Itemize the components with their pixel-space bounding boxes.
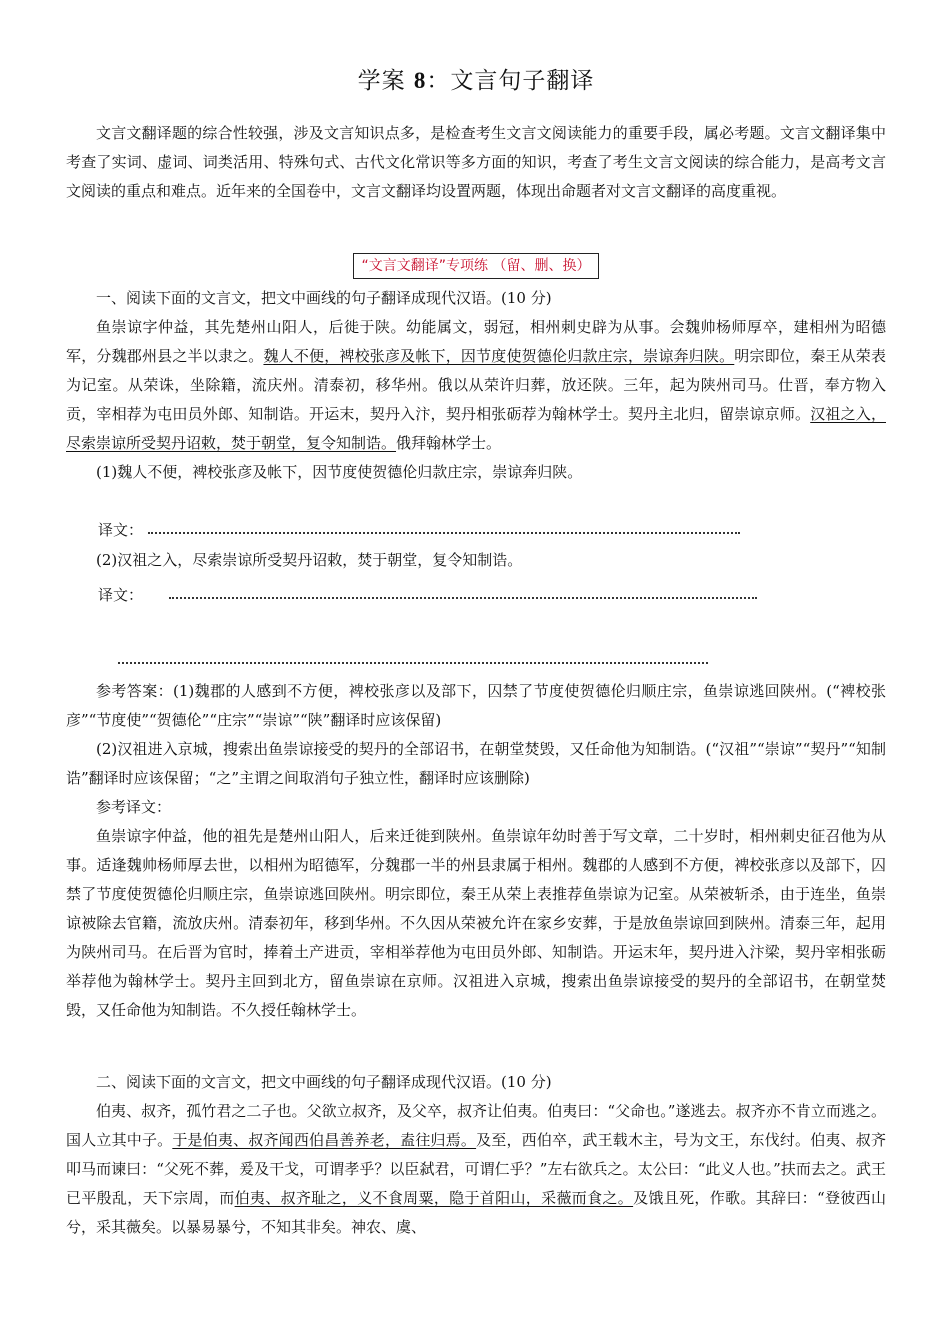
q2-passage: 伯夷、叔齐，孤竹君之二子也。父欲立叔齐，及父卒，叔齐让伯夷。伯夷曰：“父命也。”遂逃去。叔齐亦不肯立而逃之。国人立其中子。于是伯夷、叔齐闻西伯昌善养老，盍往归焉。及至，西伯卒，武王载木主，号为文王，东伐纣。伯夷、叔齐叩马而谏曰：“父死不葬，爰及干戈，可谓孝乎？以臣弑君，可谓仁乎？”左右欲兵之。太公曰：“此义人也。”扶而去之。武王已平殷乱，天下宗周，而伯夷、叔齐耻之，义不食周粟，隐于首阳山，采薇而食之。及饿且死，作歌。其辞曰：“登彼西山兮，采其薇矣。以暴易暴兮，不知其非矣。神农、虞、 [66, 1102, 886, 1236]
q1-passage: 鱼崇谅字仲益，其先楚州山阳人，后徙于陕。幼能属文，弱冠，相州刺史辟为从事。会魏帅杨师厚卒，建相州为昭德军，分魏郡州县之半以隶之。魏人不便，裨校张彦及帐下，因节度使贺德伦归款庄宗，崇谅奔归陕。明宗即位，秦王从荣表为记室。从荣诛，坐除籍，流庆州。清泰初，移华州。俄以从荣许归葬，放还陕。三年，起为陕州司马。仕晋，奉方物入贡，宰相荐为屯田员外郎、知制诰。开运末，契丹入汴，契丹相张砺荐为翰林学士。契丹主北归，留崇谅京师。汉祖之入，尽索崇谅所受契丹诏敕，焚于朝堂，复令知制诰。俄拜翰林学士。 [66, 318, 886, 452]
q2-underline-1: 于是伯夷、叔齐闻西伯昌善养老，盍往归焉。 [172, 1131, 477, 1149]
answer-line-2[interactable] [169, 597, 757, 599]
q1-answer-1: 参考答案：(1)魏郡的人感到不方便，裨校张彦以及部下，囚禁了节度使贺德伦归顺庄宗，鱼崇谅逃回陕州。(“裨校张彦”“节度使”“贺德伦”“庄宗”“崇谅”“陕”翻译时应该保留) [66, 682, 886, 729]
title-suffix: ：文言句子翻译 [426, 68, 595, 94]
intro-section [66, 119, 886, 206]
q1-sentence-2: (2)汉祖之入，尽索崇谅所受契丹诏敕，焚于朝堂，复令知制诰。 [96, 551, 523, 569]
q1-heading: 一、阅读下面的文言文，把文中画线的句子翻译成现代汉语。(10 分) [96, 289, 552, 307]
q2-underline-2: 伯夷、叔齐耻之，义不食周粟，隐于首阳山，采薇而食之。 [234, 1189, 634, 1207]
title-prefix: 学案 [357, 68, 406, 94]
q1-sentence-1: (1)魏人不便，裨校张彦及帐下，因节度使贺德伦归款庄宗，崇谅奔归陕。 [96, 463, 583, 481]
q1-sentence-2-wrap [66, 546, 886, 575]
translation-label-2: 译文： [98, 586, 144, 604]
q2-heading: 二、阅读下面的文言文，把文中画线的句子翻译成现代汉语。(10 分) [96, 1073, 552, 1091]
question-1 [66, 284, 886, 487]
page-title [66, 62, 886, 95]
q1-underline-1: 魏人不便，裨校张彦及帐下，因节度使贺德伦归款庄宗，崇谅奔归陕。 [263, 347, 735, 365]
practice-box-label: “文言文翻译”专项练 （留、删、换） [353, 253, 600, 279]
q1-answers [66, 677, 886, 1025]
answer-line-1[interactable] [148, 532, 740, 534]
q1-reference-title: 参考译文： [96, 798, 172, 816]
question-2 [66, 1068, 886, 1242]
q1-answer-2: (2)汉祖进入京城，搜索出鱼崇谅接受的契丹的全部诏书，在朝堂焚毁，又任命他为知制诰。(“汉祖”“崇谅”“契丹”“知制诰”翻译时应该保留；“之”主谓之间取消句子独立性，翻译时应该删除) [66, 740, 886, 787]
q1-underline-2: 汉祖之入，尽索崇谅所受契丹诏敕，焚于朝堂，复令知制诰。 [66, 405, 886, 452]
practice-box-wrap [66, 253, 886, 279]
title-number: 8 [413, 68, 427, 93]
q1-reference-text: 鱼崇谅字仲益，他的祖先是楚州山阳人，后来迁徙到陕州。鱼崇谅年幼时善于写文章，二十岁时，相州刺史征召他为从事。适逢魏帅杨师厚去世，以相州为昭德军，分魏郡一半的州县隶属于相州。魏郡的人感到不方便，裨校张彦以及部下，囚禁了节度使贺德伦归顺庄宗，鱼崇谅逃回陕州。明宗即位，秦王从荣上表推荐鱼崇谅为记室。从荣被斩杀，由于连坐，鱼崇谅被除去官籍，流放庆州。清泰初年，移到华州。不久因从荣被允许在家乡安葬，于是放鱼崇谅回到陕州。清泰三年，起用为陕州司马。在后晋为官时，捧着土产进贡，宰相举荐他为屯田员外郎、知制诰。开运末年，契丹进入汴梁，契丹宰相张砺举荐他为翰林学士。契丹主回到北方，留鱼崇谅在京师。汉祖进入京城，搜索出鱼崇谅接受的契丹的全部诏书，在朝堂焚毁，又任命他为知制诰。不久授任翰林学士。 [66, 827, 886, 1019]
translation-label-1: 译文： [98, 521, 144, 539]
answer-line-3[interactable] [118, 662, 708, 664]
intro-paragraph: 文言文翻译题的综合性较强，涉及文言知识点多，是检查考生文言文阅读能力的重要手段，属必考题。文言文翻译集中考查了实词、虚词、词类活用、特殊句式、古代文化常识等多方面的知识，考查了考生文言文阅读的综合能力，是高考文言文阅读的重点和难点。近年来的全国卷中，文言文翻译均设置两题，体现出命题者对文言文翻译的高度重视。 [66, 124, 886, 200]
